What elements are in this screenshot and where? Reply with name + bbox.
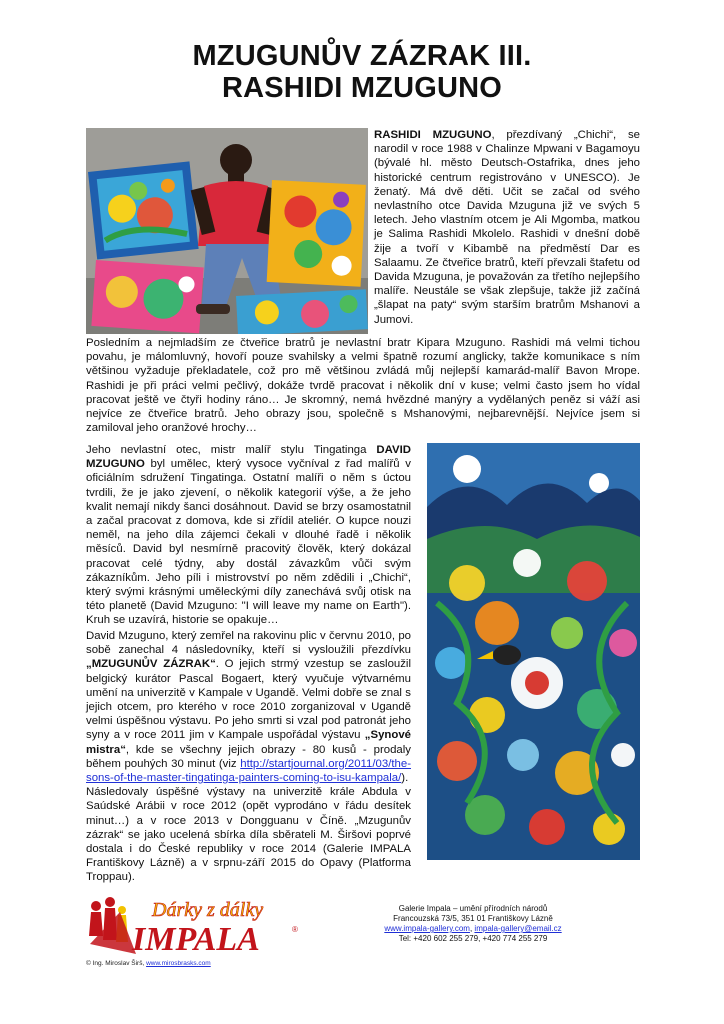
para2-pre: Jeho nevlastní otec, mistr malíř stylu Tingatinga [86,444,377,456]
para2-post: byl umělec, který vysoce vyčníval z řad malířů v oficiálním sdružení Tingatinga. Ostatní malíři o něm s úctou tvrdili, že je jako zjevení, o několik kategorií výše, a že jeho kvalit nemají nikdy šanci dosáhnout. David se brzy osamostatnil a začal pracovat z domova, kde si zřídil ateliér. O kupce nouzi neměl, na jeho díla zájemci čekali v dlouhé řadě i několik měsíců. David byl nesmírně pracovitý člověk, který dokázal pracovat celé týdny, aby dostál závazkům vůči svým zákazníkům. Jeho píli i mistrovství po něm zdědili i „Chichi“, který svými krásnými uměleckými díly zanechává svůj otisk na této planetě (David Mzuguno: "I will leave my name on Earth"). Kruh se uzavírá, historie se opakuje… [86,458,411,627]
footer-contact [362,904,584,944]
artist-photo [86,128,368,334]
footer-credit [86,960,211,967]
logo-registered: ® [292,925,298,934]
logo-main-text: IMPALA [132,921,260,958]
para3-b1: „MZUGUNŮV ZÁZRAK“ [86,658,216,671]
title-line-1: MZUGUNŮV ZÁZRAK III. [192,40,532,72]
para3-t2: . O jejich strmý vzestup se zasloužil belgický kurátor Pascal Bogaert, který vyučuje výtvarnému umění na univerzitě v Kampale v Ugandě. Velmi dobře se znal s jejich otcem, pro kterého v roce 2010 zorganizoval v Ugandě velmi úspěšnou výstavu. Po jeho smrti si vzal pod patronát jeho syny a v roce 2011 jim v Kampale uspořádal výstavu [86,658,411,742]
father-paragraph [86,443,411,628]
intro-name: RASHIDI MZUGUNO [374,129,492,141]
exhibitions-paragraph [86,629,411,885]
startjournal-link[interactable]: http://startjournal.org/2011/03/the-sons-of-the-master-tingatinga-painters-coming-to-isu-kampala/ [86,757,411,785]
contact-links [362,924,584,934]
para3-t3: , kde se všechny jejich obrazy - 80 kusů - prodaly během pouhých 30 minut (viz [86,743,411,770]
full-width-paragraph: Posledním a nejmladším ze čtveřice bratrů je nevlastní bratr Kipara Mzuguno. Rashidi má velmi tichou povahu, je málomluvný, hovoří pouze svahilsky a velmi špatně rozumí anglicky, takže komunikace s ním většinou vyžaduje překladatele, což pro mě většinou zvládá můj nejlepší kamarád-malíř Bavon Mrope. Rashidi je při práci velmi pečlivý, dokáže tvrdě pracovat i několik dní v kuse; velmi často jsem ho vídal pracovat ještě ve čtyři hodiny ráno… Je skromný, nemá hvězdné manýry a vydělaných peněz si váží asi nejvíce ze čtveřice bratrů. Jeho obrazy jsou, společně s Mshanovými, nejbarevnější. Nejvíce jsem si zamiloval jeho oranžové hrochy… [86,337,640,435]
para2-name: DAVID MZUGUNO [86,444,411,471]
contact-gallery: Galerie Impala – umění přírodních národů [398,904,548,913]
contact-phones: Tel: +420 602 255 279, +420 774 255 279 [398,934,548,943]
credit-link[interactable]: www.mirosbrasks.com [146,960,211,967]
intro-paragraph [374,128,640,327]
contact-sep: , [469,924,475,933]
gallery-email-link[interactable]: impala-gallery@email.cz [474,924,562,933]
para3-b2: „Synové mistra“ [86,729,411,756]
title-line-2: RASHIDI MZUGUNO [221,72,503,104]
contact-address: Francouzská 73/5, 351 01 Františkovy Lázně [393,914,553,923]
impala-logo [86,892,306,960]
tingatinga-painting [427,443,640,860]
page-title [0,40,724,104]
para3-t1: David Mzuguno, který zemřel na rakovinu plic v červnu 2010, po sobě zanechal 4 následovníky, kteří si vysloužili přezdívku [86,630,411,657]
logo-top-text: Dárky z dálky [152,899,264,921]
credit-text: © Ing. Miroslav Širš, [86,960,147,967]
gallery-website-link[interactable]: www.impala-gallery.com [384,924,470,933]
intro-text: , přezdívaný „Chichi“, se narodil v roce 1988 v Chalinze Mpwani v Bagamoyu (bývalé hl. město Deutsch-Ostafrika, dnes jeho historické centrum registrováno v UNESCO). Je ženatý. Má dvě děti. Učit se začal od svého nevlastního otce Davida Mzuguna již ve svých 5 letech. Jeho vlastním otcem je Ali Mgomba, matkou je Salima Rashidi Mkolelo. Rashidi v dnešní době žije a tvoří v Kibambě na předměstí Dar es Salaamu. Ze čtveřice bratrů, kteří převzali štafetu od Davida Mzuguna, je považován za třetího nejlepšího malíře. Neustále se však zlepšuje, takže již začíná „šlapat na paty“ svým starším bratrům Mshanovi a Jumovi. [374,129,641,326]
para3-t4: ). Následovaly úspěšné výstavy na univerzitě krále Abdula v Saúdské Arábii v roce 2012 (opět vyprodáno v řádu desítek minut…) a v roce 2013 v Dongguanu v Číně. „Mzugunův zázrak“ se jako ucelená sbírka díla sběrateli M. Širšovi poprvé dostala i do České republiky v roce 2014 (Galerie IMPALA Františkovy Lázně) a v srpnu-září 2015 do Opavy (Platforma Troppau). [86,772,411,884]
